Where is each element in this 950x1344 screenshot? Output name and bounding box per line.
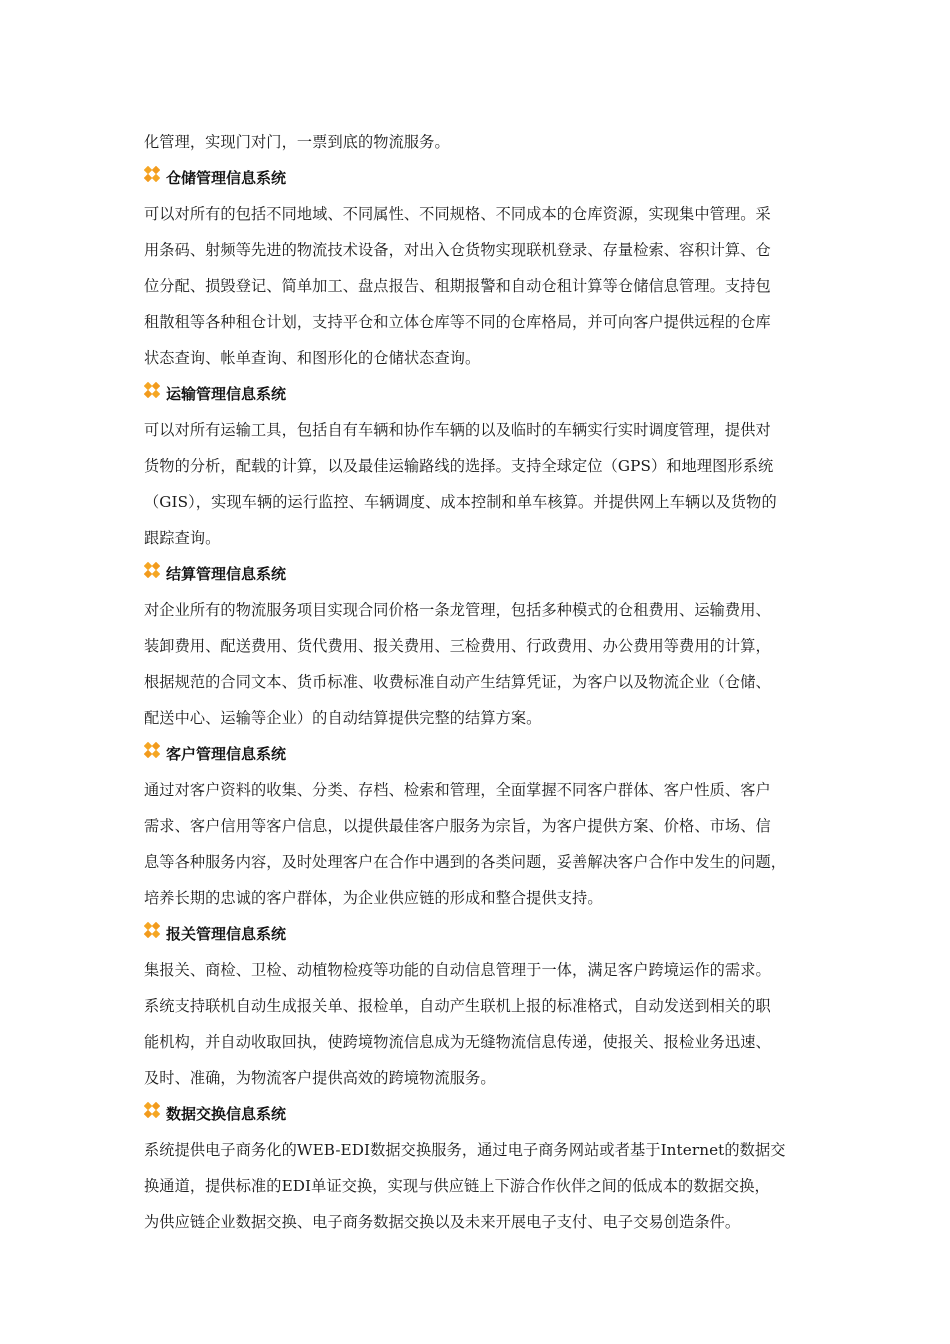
orange-diamond-bullet-icon (144, 922, 160, 938)
section-title: 运输管理信息系统 (166, 385, 287, 403)
paragraph-line: 需求、客户信用等客户信息，以提供最佳客户服务为宗旨，为客户提供方案、价格、市场、信 (144, 817, 771, 835)
paragraph-line: 能机构，并自动收取回执，使跨境物流信息成为无缝物流信息传递，使报关、报检业务迅速、 (144, 1033, 771, 1051)
paragraph-line: 可以对所有运输工具，包括自有车辆和协作车辆的以及临时的车辆实行实时调度管理，提供对 (144, 421, 771, 439)
paragraph-line: 系统支持联机自动生成报关单、报检单，自动产生联机上报的标准格式，自动发送到相关的职 (144, 997, 771, 1015)
paragraph-line: 用条码、射频等先进的物流技术设备，对出入仓货物实现联机登录、存量检索、容积计算、仓 (144, 241, 771, 259)
section-paragraph (144, 412, 812, 556)
section-heading (144, 736, 812, 772)
paragraph-line: 化管理，实现门对门，一票到底的物流服务。 (144, 133, 450, 151)
section-heading (144, 376, 812, 412)
section-paragraph (144, 1132, 812, 1240)
orange-diamond-bullet-icon (144, 382, 160, 398)
section-title: 数据交换信息系统 (166, 1105, 287, 1123)
paragraph-line: 为供应链企业数据交换、电子商务数据交换以及未来开展电子支付、电子交易创造条件。 (144, 1213, 741, 1231)
paragraph-line: 对企业所有的物流服务项目实现合同价格一条龙管理，包括多种模式的仓租费用、运输费用、 (144, 601, 771, 619)
paragraph-line: 系统提供电子商务化的WEB-EDI数据交换服务，通过电子商务网站或者基于Internet的数据交 (144, 1141, 786, 1159)
paragraph-line: 根据规范的合同文本、货币标准、收费标准自动产生结算凭证，为客户以及物流企业（仓储、 (144, 673, 771, 691)
paragraph-line: 息等各种服务内容，及时处理客户在合作中遇到的各类问题，妥善解决客户合作中发生的问题， (144, 853, 787, 871)
section-title: 仓储管理信息系统 (166, 169, 287, 187)
paragraph-line: 租散租等各种租仓计划，支持平仓和立体仓库等不同的仓库格局，并可向客户提供远程的仓库 (144, 313, 771, 331)
section (144, 1096, 812, 1240)
section (144, 736, 812, 916)
paragraph-line: 装卸费用、配送费用、货代费用、报关费用、三检费用、行政费用、办公费用等费用的计算， (144, 637, 771, 655)
paragraph-line: 可以对所有的包括不同地域、不同属性、不同规格、不同成本的仓库资源，实现集中管理。采 (144, 205, 771, 223)
sections-container (144, 160, 812, 1240)
paragraph-line: 状态查询、帐单查询、和图形化的仓储状态查询。 (144, 349, 481, 367)
orange-diamond-bullet-icon (144, 562, 160, 578)
section (144, 916, 812, 1096)
section-heading (144, 556, 812, 592)
paragraph-line: 货物的分析，配载的计算，以及最佳运输路线的选择。支持全球定位（GPS）和地理图形系统 (144, 457, 774, 475)
paragraph-line: （GIS），实现车辆的运行监控、车辆调度、成本控制和单车核算。并提供网上车辆以及货物的 (144, 493, 777, 511)
section-paragraph (144, 592, 812, 736)
section-heading (144, 916, 812, 952)
section (144, 376, 812, 556)
paragraph-line: 跟踪查询。 (144, 529, 221, 547)
paragraph-line: 及时、准确，为物流客户提供高效的跨境物流服务。 (144, 1069, 496, 1087)
section-paragraph (144, 772, 812, 916)
section-title: 结算管理信息系统 (166, 565, 287, 583)
section-paragraph (144, 952, 812, 1096)
orange-diamond-bullet-icon (144, 1102, 160, 1118)
section-heading (144, 1096, 812, 1132)
section-title: 客户管理信息系统 (166, 745, 287, 763)
section-heading (144, 160, 812, 196)
section-paragraph (144, 196, 812, 376)
intro-paragraph (144, 124, 812, 160)
paragraph-line: 位分配、损毁登记、简单加工、盘点报告、租期报警和自动仓租计算等仓储信息管理。支持包 (144, 277, 771, 295)
section (144, 160, 812, 376)
orange-diamond-bullet-icon (144, 742, 160, 758)
section-title: 报关管理信息系统 (166, 925, 287, 943)
paragraph-line: 培养长期的忠诚的客户群体，为企业供应链的形成和整合提供支持。 (144, 889, 603, 907)
paragraph-line: 换通道，提供标准的EDI单证交换，实现与供应链上下游合作伙伴之间的低成本的数据交换， (144, 1177, 770, 1195)
paragraph-line: 配送中心、运输等企业）的自动结算提供完整的结算方案。 (144, 709, 542, 727)
paragraph-line: 通过对客户资料的收集、分类、存档、检索和管理，全面掌握不同客户群体、客户性质、客户 (144, 781, 771, 799)
orange-diamond-bullet-icon (144, 166, 160, 182)
section (144, 556, 812, 736)
paragraph-line: 集报关、商检、卫检、动植物检疫等功能的自动信息管理于一体，满足客户跨境运作的需求。 (144, 961, 771, 979)
document-body (144, 124, 812, 1240)
